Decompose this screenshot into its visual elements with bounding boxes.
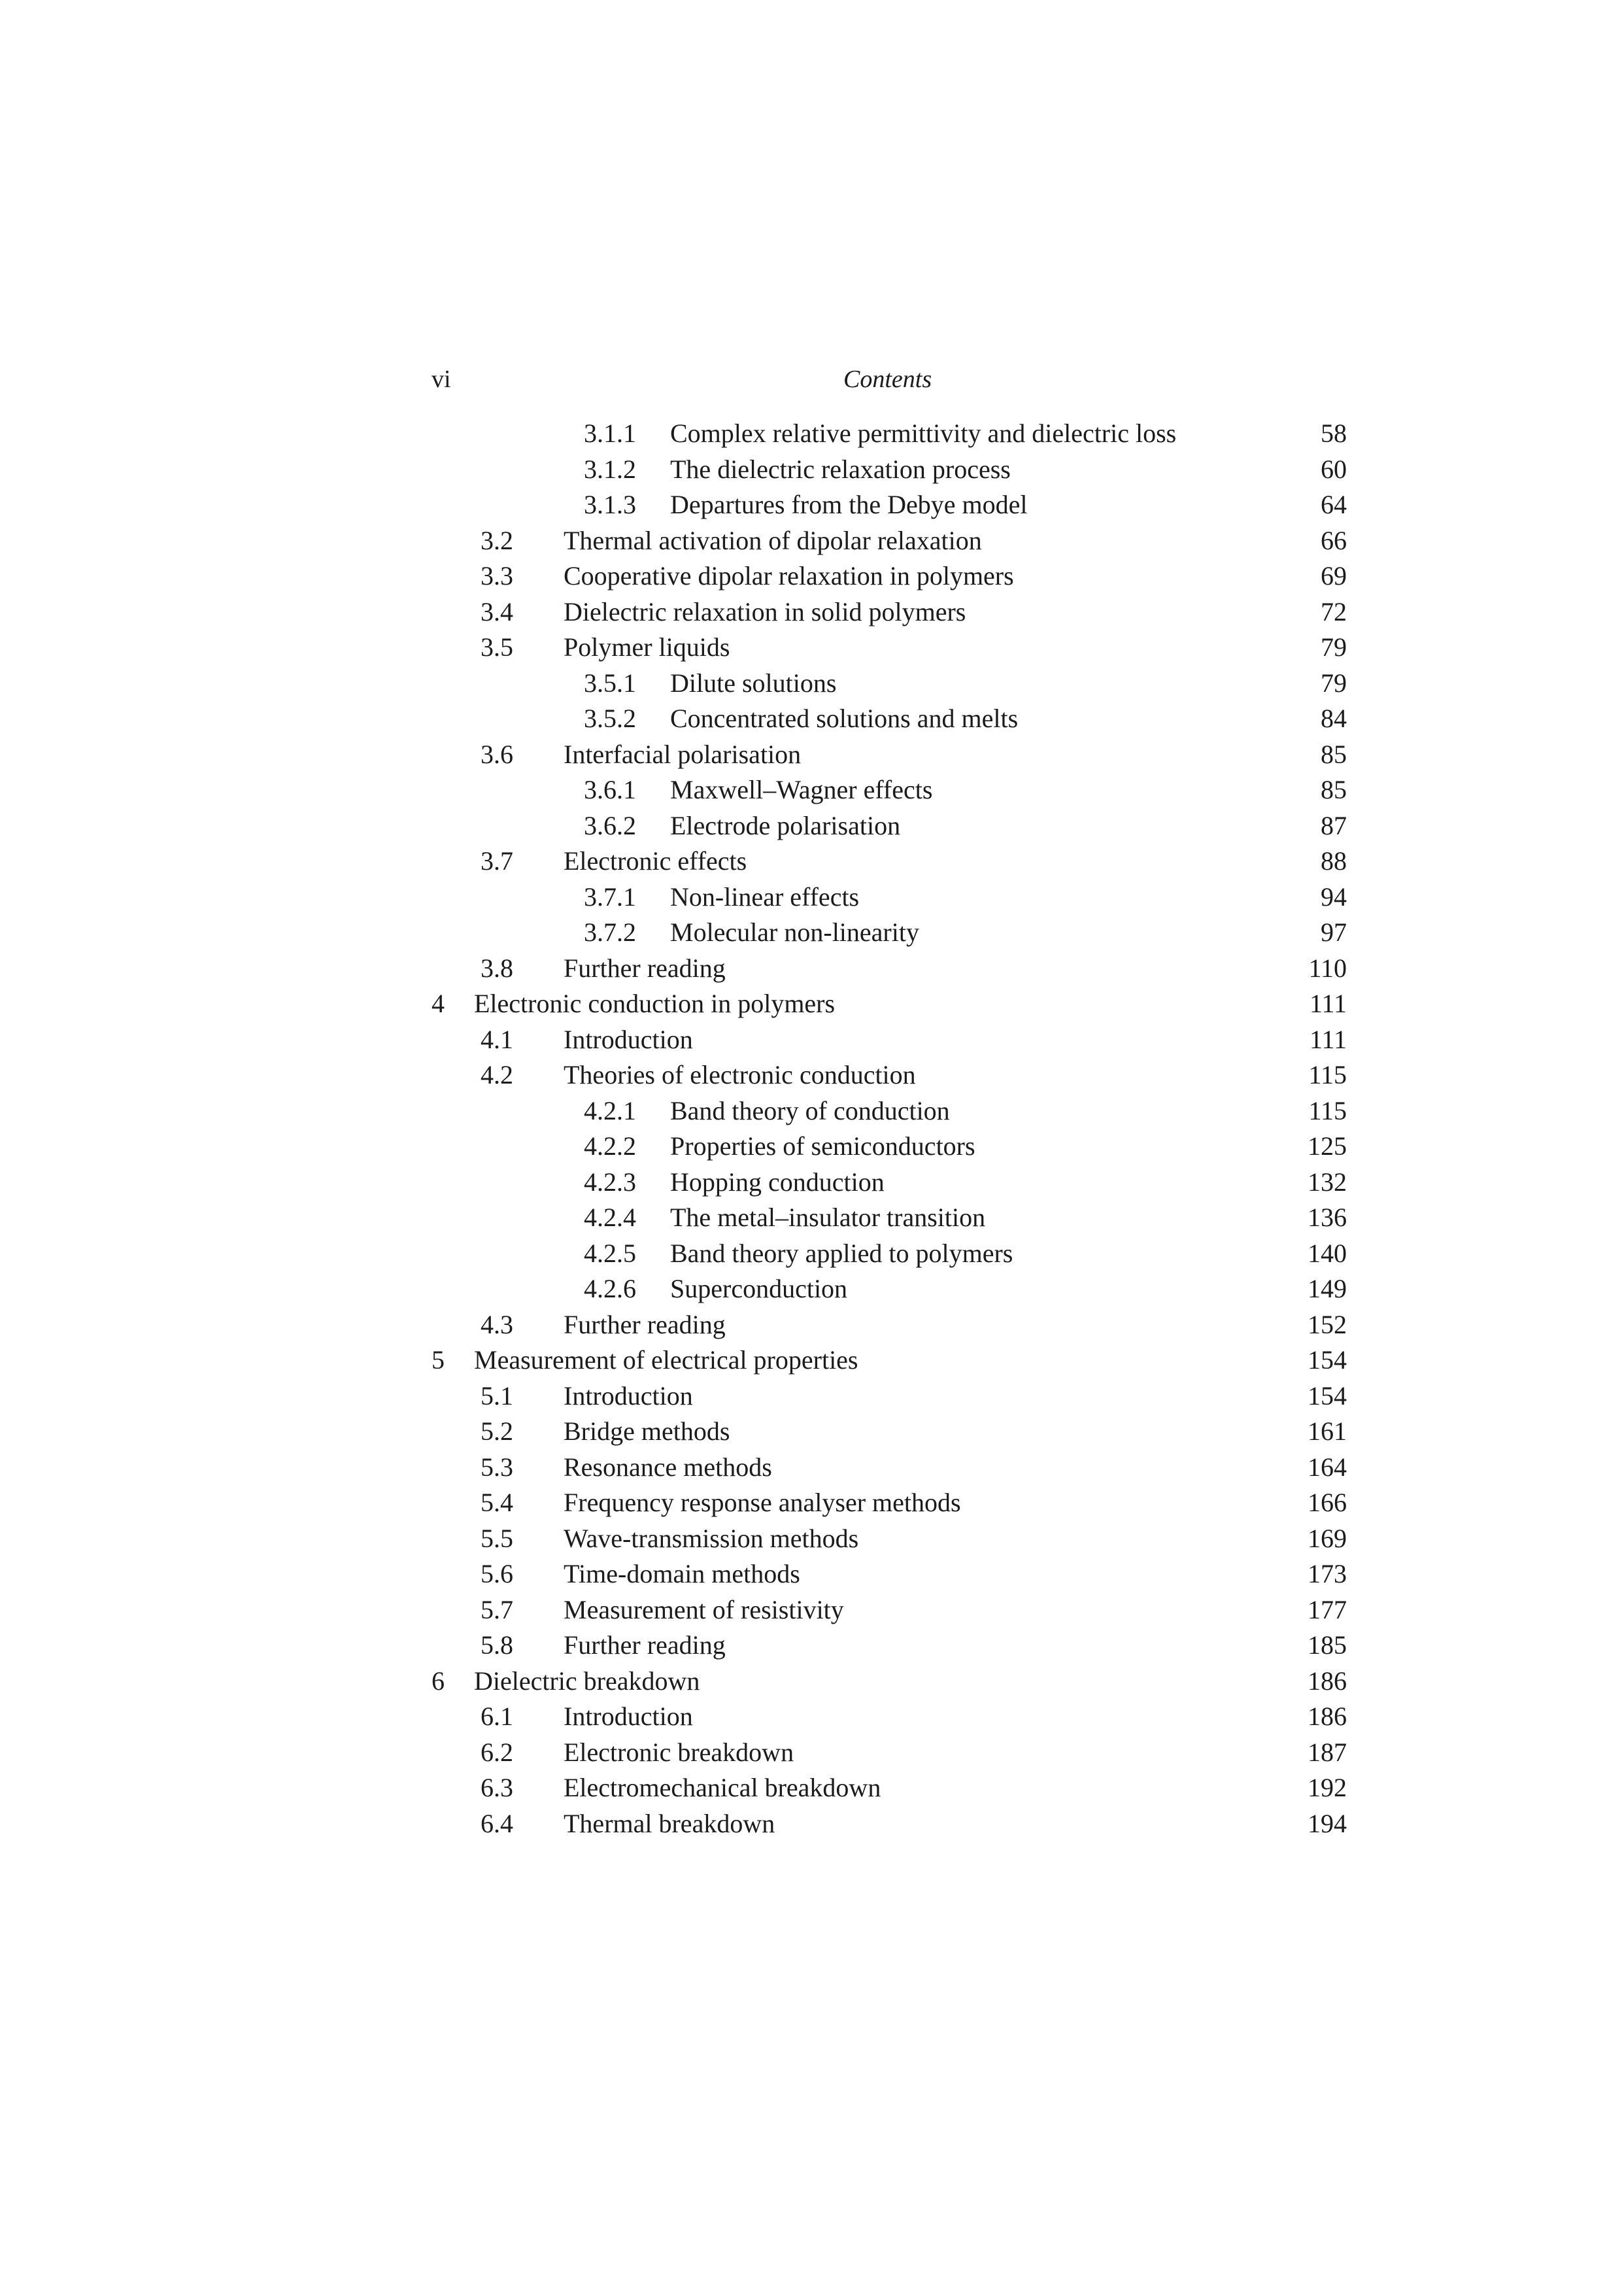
toc-entry (431, 772, 1347, 808)
toc-entry-title: Bridge methods (564, 1416, 730, 1446)
toc-entry-title: Further reading (564, 953, 726, 983)
toc-entry (431, 808, 1347, 844)
toc-entry (431, 630, 1347, 665)
toc-entry-number: 6.4 (481, 1808, 513, 1838)
toc-entry (431, 1556, 1347, 1592)
toc-entry-number: 5.2 (481, 1416, 513, 1446)
toc-entry (431, 880, 1347, 915)
toc-entry (431, 1378, 1347, 1414)
toc-entry-number: 3.4 (481, 596, 513, 626)
toc-entry (431, 1485, 1347, 1520)
toc-entry-title: Further reading (564, 1630, 726, 1660)
page-folio: vi (431, 366, 451, 393)
toc-entry (431, 1093, 1347, 1129)
toc-entry-number: 4.2.3 (584, 1167, 636, 1197)
toc-entry-title: Electronic breakdown (564, 1737, 794, 1767)
toc-entry-page: 161 (1308, 1416, 1347, 1446)
toc-entry-page: 58 (1321, 419, 1347, 448)
toc-entry-title: Superconduction (670, 1274, 848, 1303)
toc-entry (431, 915, 1347, 950)
toc-entry-title: Theories of electronic conduction (564, 1060, 916, 1089)
toc-entry-title: Electromechanical breakdown (564, 1773, 881, 1802)
toc-entry-title: Dilute solutions (670, 668, 837, 698)
table-of-contents (431, 416, 1347, 1841)
toc-entry-page: 136 (1308, 1203, 1347, 1232)
toc-entry-title: Interfacial polarisation (564, 739, 802, 769)
toc-entry-title: Measurement of resistivity (564, 1594, 844, 1624)
toc-entry-number: 3.6.2 (584, 810, 636, 840)
toc-entry (431, 1521, 1347, 1556)
toc-entry (431, 737, 1347, 772)
toc-entry (431, 1699, 1347, 1734)
toc-entry (431, 1628, 1347, 1663)
toc-entry-page: 66 (1321, 525, 1347, 555)
toc-entry-number: 4.2.4 (584, 1203, 636, 1232)
toc-entry-title: Polymer liquids (564, 632, 730, 662)
toc-entry-page: 115 (1308, 1060, 1347, 1089)
toc-entry-title: Frequency response analyser methods (564, 1488, 961, 1517)
toc-entry (431, 1022, 1347, 1057)
toc-entry-number: 6.3 (481, 1773, 513, 1802)
toc-entry-number: 3.2 (481, 525, 513, 555)
toc-entry (431, 1236, 1347, 1271)
toc-entry-number: 4.2.1 (584, 1095, 636, 1125)
toc-entry-title: Wave-transmission methods (564, 1523, 859, 1553)
toc-entry-page: 169 (1308, 1523, 1347, 1553)
toc-entry (431, 844, 1347, 879)
toc-entry-number: 4.1 (481, 1024, 513, 1054)
toc-entry-page: 60 (1321, 454, 1347, 484)
toc-entry-page: 125 (1308, 1131, 1347, 1161)
toc-entry-number: 4.2.6 (584, 1274, 636, 1303)
toc-entry (431, 701, 1347, 736)
toc-entry-number: 5.6 (481, 1559, 513, 1588)
toc-entry-page: 140 (1308, 1238, 1347, 1268)
toc-entry-number: 5.7 (481, 1594, 513, 1624)
toc-entry (431, 1271, 1347, 1307)
toc-entry-title: Complex relative permittivity and dielectric loss (670, 419, 1177, 448)
toc-entry-title: Dielectric breakdown (474, 1666, 700, 1696)
toc-entry-page: 192 (1308, 1773, 1347, 1802)
toc-entry-title: Band theory of conduction (670, 1095, 950, 1125)
toc-entry-page: 166 (1308, 1488, 1347, 1517)
toc-entry-title: Properties of semiconductors (670, 1131, 975, 1161)
toc-entry-page: 173 (1308, 1559, 1347, 1588)
toc-entry-page: 88 (1321, 846, 1347, 876)
toc-entry-page: 94 (1321, 882, 1347, 912)
toc-entry-number: 3.7.2 (584, 917, 636, 947)
toc-entry-page: 154 (1308, 1380, 1347, 1411)
running-head: Contents (843, 366, 932, 393)
toc-entry-title: Cooperative dipolar relaxation in polymers (564, 561, 1014, 591)
toc-entry-title: Electronic effects (564, 846, 747, 876)
toc-entry-page: 187 (1308, 1737, 1347, 1767)
toc-entry (431, 986, 1347, 1021)
toc-entry-number: 5.5 (481, 1523, 513, 1553)
page-header (431, 365, 1347, 398)
toc-entry-title: Electrode polarisation (670, 810, 901, 840)
toc-entry (431, 1770, 1347, 1806)
toc-entry-number: 3.8 (481, 953, 513, 983)
toc-entry-number: 4.3 (481, 1309, 513, 1339)
toc-entry-page: 79 (1321, 668, 1347, 698)
toc-entry (431, 523, 1347, 558)
toc-entry (431, 1414, 1347, 1449)
toc-entry-page: 72 (1321, 596, 1347, 626)
toc-entry-page: 111 (1309, 989, 1347, 1018)
toc-entry-page: 85 (1321, 775, 1347, 804)
toc-entry (431, 1307, 1347, 1343)
toc-entry-number: 4 (431, 989, 445, 1018)
toc-entry (431, 1735, 1347, 1770)
toc-entry (431, 558, 1347, 594)
toc-entry-page: 87 (1321, 810, 1347, 840)
toc-entry-number: 6 (431, 1666, 445, 1696)
toc-entry-title: Band theory applied to polymers (670, 1238, 1013, 1268)
toc-entry-page: 79 (1321, 632, 1347, 662)
toc-entry-title: Non-linear effects (670, 882, 860, 912)
toc-entry (431, 951, 1347, 986)
toc-entry-page: 97 (1321, 917, 1347, 947)
toc-entry-number: 3.3 (481, 561, 513, 591)
toc-entry-page: 115 (1308, 1095, 1347, 1125)
toc-entry-page: 110 (1308, 953, 1347, 983)
toc-entry-number: 3.7 (481, 846, 513, 876)
toc-entry (431, 1165, 1347, 1200)
toc-entry-page: 149 (1308, 1274, 1347, 1303)
toc-entry (431, 452, 1347, 487)
toc-entry-number: 3.5.2 (584, 704, 636, 733)
toc-entry (431, 1057, 1347, 1093)
toc-entry (431, 487, 1347, 522)
toc-entry-page: 164 (1308, 1452, 1347, 1482)
toc-entry-title: Further reading (564, 1309, 726, 1339)
toc-entry-number: 5.4 (481, 1488, 513, 1517)
toc-entry-page: 132 (1308, 1167, 1347, 1197)
toc-entry-title: Resonance methods (564, 1452, 772, 1482)
toc-entry-number: 3.1.3 (584, 490, 636, 519)
toc-entry-page: 85 (1321, 739, 1347, 769)
toc-entry-number: 3.1.2 (584, 454, 636, 484)
toc-entry-number: 5.3 (481, 1452, 513, 1482)
toc-entry-page: 84 (1321, 704, 1347, 733)
toc-entry-number: 3.5.1 (584, 668, 636, 698)
toc-entry-page: 152 (1308, 1309, 1347, 1339)
toc-entry-title: The dielectric relaxation process (670, 454, 1011, 484)
toc-entry-page: 111 (1309, 1024, 1347, 1054)
toc-entry (431, 666, 1347, 701)
toc-entry-number: 3.5 (481, 632, 513, 662)
toc-entry-page: 185 (1308, 1630, 1347, 1660)
toc-entry-title: Thermal activation of dipolar relaxation (564, 525, 982, 555)
toc-entry-number: 4.2.5 (584, 1238, 636, 1268)
toc-entry-title: Introduction (564, 1024, 693, 1054)
toc-entry-number: 6.2 (481, 1737, 513, 1767)
toc-entry-page: 64 (1321, 490, 1347, 519)
toc-entry-page: 186 (1308, 1702, 1347, 1731)
toc-entry (431, 1592, 1347, 1628)
toc-entry-number: 5 (431, 1345, 445, 1375)
toc-entry-title: Hopping conduction (670, 1167, 885, 1197)
toc-entry-title: Dielectric relaxation in solid polymers (564, 596, 966, 626)
toc-entry (431, 1664, 1347, 1699)
toc-entry-title: The metal–insulator transition (670, 1203, 986, 1232)
toc-entry-number: 4.2 (481, 1060, 513, 1089)
toc-entry-number: 6.1 (481, 1702, 513, 1731)
toc-entry-number: 3.7.1 (584, 882, 636, 912)
toc-entry (431, 1129, 1347, 1164)
toc-entry-page: 186 (1308, 1666, 1347, 1696)
toc-entry-title: Molecular non-linearity (670, 917, 919, 947)
toc-entry-number: 3.6 (481, 739, 513, 769)
toc-entry (431, 416, 1347, 451)
toc-entry (431, 1200, 1347, 1235)
toc-entry-title: Maxwell–Wagner effects (670, 775, 933, 804)
toc-entry (431, 1343, 1347, 1378)
toc-entry-page: 177 (1308, 1594, 1347, 1624)
toc-entry-number: 5.8 (481, 1630, 513, 1660)
toc-entry-page: 154 (1308, 1345, 1347, 1375)
toc-entry (431, 1806, 1347, 1841)
toc-entry-number: 4.2.2 (584, 1131, 636, 1161)
toc-entry-number: 3.1.1 (584, 419, 636, 448)
toc-entry-title: Introduction (564, 1380, 693, 1411)
toc-entry-title: Concentrated solutions and melts (670, 704, 1019, 733)
toc-entry-title: Departures from the Debye model (670, 490, 1028, 519)
toc-entry-page: 194 (1308, 1808, 1347, 1838)
toc-entry (431, 1450, 1347, 1485)
toc-entry-title: Measurement of electrical properties (474, 1345, 858, 1375)
toc-entry-page: 69 (1321, 561, 1347, 591)
toc-entry-title: Thermal breakdown (564, 1808, 775, 1838)
toc-entry-title: Electronic conduction in polymers (474, 989, 836, 1018)
toc-entry-title: Time-domain methods (564, 1559, 800, 1588)
toc-entry-number: 3.6.1 (584, 775, 636, 804)
toc-entry-title: Introduction (564, 1702, 693, 1731)
toc-entry (431, 594, 1347, 630)
toc-entry-number: 5.1 (481, 1380, 513, 1411)
